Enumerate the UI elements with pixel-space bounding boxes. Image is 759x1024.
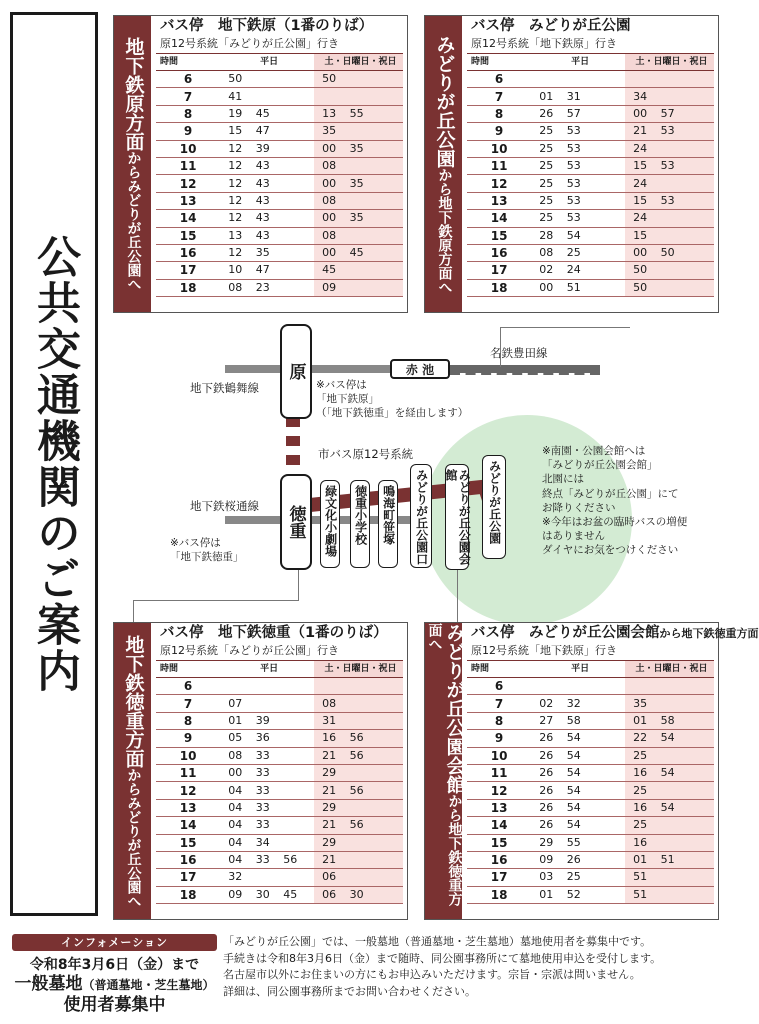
timetable-tokushige-to-park — [113, 622, 408, 920]
hour-cell: 18 — [467, 886, 531, 903]
connector — [457, 570, 458, 627]
weekday-cell: 26 54 — [531, 817, 625, 834]
table-row — [156, 695, 403, 712]
holiday-cell — [625, 678, 714, 695]
holiday-cell: 21 53 — [625, 123, 714, 140]
station-akaike: 赤 池 — [390, 359, 450, 379]
table-row — [467, 817, 714, 834]
header-holiday: 土・日曜日・祝日 — [314, 661, 403, 678]
hour-cell: 7 — [467, 88, 531, 105]
holiday-cell: 08 — [314, 157, 403, 174]
hour-cell: 11 — [156, 764, 220, 781]
weekday-cell: 26 57 — [531, 105, 625, 122]
weekday-cell: 05 36 — [220, 730, 314, 747]
weekday-cell: 12 43 — [220, 157, 314, 174]
hour-cell: 6 — [467, 71, 531, 88]
station-hara: 原 — [280, 324, 312, 419]
holiday-cell: 29 — [314, 799, 403, 816]
note-right: ※南園・公園会館へは 「みどりが丘公園会館」 北園には 終点「みどりが丘公園」にて お降りください ※今年はお盆の臨時バスの増便 はありません ダイヤにお気をつけください — [542, 445, 688, 557]
table-row — [467, 886, 714, 903]
hour-cell: 10 — [467, 747, 531, 764]
schedule-table — [156, 660, 403, 904]
hour-cell: 12 — [467, 782, 531, 799]
table-row — [467, 71, 714, 88]
weekday-cell: 25 53 — [531, 123, 625, 140]
hour-cell: 14 — [156, 210, 220, 227]
hour-cell: 17 — [467, 262, 531, 279]
weekday-cell: 25 53 — [531, 175, 625, 192]
timetable-park-to-hara — [424, 15, 719, 313]
table-row — [156, 140, 403, 157]
timetable-hall-to-tokushige — [424, 622, 759, 920]
holiday-cell: 21 — [314, 851, 403, 868]
weekday-cell: 01 52 — [531, 886, 625, 903]
holiday-cell: 29 — [314, 834, 403, 851]
weekday-cell: 50 — [220, 71, 314, 88]
hour-cell: 15 — [156, 834, 220, 851]
info-banner: インフォメーション — [12, 934, 217, 951]
hour-cell: 10 — [156, 140, 220, 157]
weekday-cell: 04 33 — [220, 799, 314, 816]
holiday-cell: 35 — [314, 123, 403, 140]
header-weekday: 平日 — [531, 661, 625, 678]
connector — [500, 327, 630, 328]
table-row — [467, 834, 714, 851]
stop-park-hall: みどりが丘公園会館 — [445, 464, 469, 570]
table-row — [467, 747, 714, 764]
holiday-cell: 50 — [625, 279, 714, 296]
holiday-cell: 06 30 — [314, 886, 403, 903]
header-hour: 時間 — [156, 54, 220, 71]
holiday-cell: 06 — [314, 869, 403, 886]
info-line: 手続きは令和8年3月6日（金）まで随時、同公園事務所にて墓地使用申込を受付します。 — [223, 951, 662, 965]
table-row — [467, 869, 714, 886]
hour-cell: 6 — [467, 678, 531, 695]
hour-cell: 15 — [467, 834, 531, 851]
table-row — [156, 851, 403, 868]
route-label: 原12号系統「地下鉄原」行き — [471, 644, 617, 657]
weekday-cell: 02 24 — [531, 262, 625, 279]
table-row — [156, 123, 403, 140]
hour-cell: 18 — [156, 279, 220, 296]
info-text — [223, 934, 721, 1000]
weekday-cell: 25 53 — [531, 157, 625, 174]
table-row — [156, 747, 403, 764]
hour-cell: 8 — [467, 712, 531, 729]
weekday-cell — [220, 678, 314, 695]
weekday-cell: 26 54 — [531, 799, 625, 816]
hour-cell: 16 — [467, 851, 531, 868]
weekday-cell: 12 43 — [220, 210, 314, 227]
holiday-cell: 00 50 — [625, 244, 714, 261]
hour-cell: 8 — [467, 105, 531, 122]
table-row — [156, 192, 403, 209]
weekday-cell: 12 43 — [220, 175, 314, 192]
hour-cell: 16 — [156, 851, 220, 868]
main-title-box — [10, 12, 98, 916]
stop-park-entrance: みどりが丘公園口 — [410, 464, 432, 568]
hour-cell: 17 — [156, 262, 220, 279]
table-row — [156, 88, 403, 105]
holiday-cell — [314, 88, 403, 105]
table-row — [156, 244, 403, 261]
table-row — [156, 227, 403, 244]
stop-midori-bunka: 緑文化小劇場 — [320, 480, 340, 568]
direction-label: みどりが丘公園会館から地下鉄徳重方面へ — [425, 623, 462, 919]
weekday-cell: 01 39 — [220, 712, 314, 729]
holiday-cell: 08 — [314, 192, 403, 209]
holiday-cell: 29 — [314, 764, 403, 781]
table-row — [467, 123, 714, 140]
weekday-cell — [531, 678, 625, 695]
info-heading: 一般墓地（普通墓地・芝生墓地） — [14, 974, 215, 994]
bus-route-label: 市バス原12号系統 — [318, 447, 414, 461]
holiday-cell: 34 — [625, 88, 714, 105]
holiday-cell: 21 56 — [314, 782, 403, 799]
weekday-cell: 41 — [220, 88, 314, 105]
hour-cell: 10 — [467, 140, 531, 157]
table-row — [467, 157, 714, 174]
holiday-cell: 00 45 — [314, 244, 403, 261]
connector — [133, 600, 299, 601]
info-box — [12, 934, 217, 1014]
holiday-cell: 45 — [314, 262, 403, 279]
weekday-cell: 04 33 — [220, 817, 314, 834]
holiday-cell: 01 58 — [625, 712, 714, 729]
direction-label: 地下鉄徳重方面からみどりが丘公園へ — [114, 623, 151, 919]
hour-cell: 6 — [156, 678, 220, 695]
hour-cell: 11 — [156, 157, 220, 174]
hour-cell: 16 — [156, 244, 220, 261]
route-map — [150, 312, 725, 627]
table-row — [467, 88, 714, 105]
weekday-cell: 26 54 — [531, 730, 625, 747]
header-holiday: 土・日曜日・祝日 — [625, 54, 714, 71]
table-row — [467, 244, 714, 261]
route-label: 原12号系統「みどりが丘公園」行き — [160, 37, 339, 50]
holiday-cell: 00 57 — [625, 105, 714, 122]
weekday-cell: 28 54 — [531, 227, 625, 244]
table-row — [156, 105, 403, 122]
weekday-cell: 10 47 — [220, 262, 314, 279]
table-row — [156, 262, 403, 279]
holiday-cell: 35 — [625, 695, 714, 712]
table-row — [467, 140, 714, 157]
header-hour: 時間 — [467, 54, 531, 71]
holiday-cell: 50 — [314, 71, 403, 88]
hour-cell: 13 — [467, 192, 531, 209]
weekday-cell: 04 34 — [220, 834, 314, 851]
table-row — [467, 712, 714, 729]
hour-cell: 13 — [156, 799, 220, 816]
weekday-cell: 13 43 — [220, 227, 314, 244]
tsurumai-line-label: 地下鉄鶴舞線 — [190, 381, 259, 395]
weekday-cell: 08 23 — [220, 279, 314, 296]
stop-tokushige-school: 徳重小学校 — [350, 480, 370, 568]
holiday-cell — [314, 678, 403, 695]
hour-cell: 12 — [156, 175, 220, 192]
weekday-cell: 09 30 45 — [220, 886, 314, 903]
weekday-cell: 00 51 — [531, 279, 625, 296]
table-row — [467, 227, 714, 244]
holiday-cell: 00 35 — [314, 140, 403, 157]
info-date: 令和8年3月6日（金）まで — [29, 957, 200, 973]
hour-cell: 18 — [467, 279, 531, 296]
weekday-cell: 03 25 — [531, 869, 625, 886]
holiday-cell: 09 — [314, 279, 403, 296]
hour-cell: 14 — [467, 817, 531, 834]
weekday-cell: 09 26 — [531, 851, 625, 868]
weekday-cell: 07 — [220, 695, 314, 712]
bus-route-segment — [286, 455, 300, 465]
stop-name: バス停 みどりが丘公園会館から地下鉄徳重方面 — [471, 625, 759, 641]
stop-name: バス停 地下鉄徳重（1番のりば） — [160, 625, 388, 641]
weekday-cell: 25 53 — [531, 140, 625, 157]
info-line: 詳細は、同公園事務所までお問い合わせください。 — [223, 984, 476, 998]
holiday-cell: 16 — [625, 834, 714, 851]
info-line: 名古屋市以外にお住まいの方にもお申込みいただけます。宗旨・宗派は問いません。 — [223, 968, 641, 981]
table-row — [156, 799, 403, 816]
table-row — [156, 869, 403, 886]
schedule-table — [467, 53, 714, 297]
stop-name: バス停 みどりが丘公園 — [471, 18, 631, 34]
weekday-cell: 25 53 — [531, 192, 625, 209]
hour-cell: 13 — [156, 192, 220, 209]
hour-cell: 6 — [156, 71, 220, 88]
direction-label: 地下鉄原方面からみどりが丘公園へ — [114, 16, 151, 312]
hour-cell: 13 — [467, 799, 531, 816]
weekday-cell: 02 32 — [531, 695, 625, 712]
holiday-cell: 08 — [314, 695, 403, 712]
header-hour: 時間 — [467, 661, 531, 678]
direction-label: みどりが丘公園から地下鉄原方面へ — [425, 16, 462, 312]
table-row — [156, 71, 403, 88]
hour-cell: 11 — [467, 157, 531, 174]
weekday-cell: 12 43 — [220, 192, 314, 209]
header-weekday: 平日 — [531, 54, 625, 71]
table-row — [156, 210, 403, 227]
hour-cell: 7 — [156, 695, 220, 712]
holiday-cell: 51 — [625, 869, 714, 886]
weekday-cell: 01 31 — [531, 88, 625, 105]
weekday-cell — [531, 71, 625, 88]
bus-route-segment — [286, 436, 300, 446]
weekday-cell: 12 35 — [220, 244, 314, 261]
stop-narumi-sasazuka: 鳴海町笹塚 — [378, 480, 398, 568]
weekday-cell: 08 33 — [220, 747, 314, 764]
table-row — [467, 192, 714, 209]
weekday-cell: 27 58 — [531, 712, 625, 729]
holiday-cell: 01 51 — [625, 851, 714, 868]
route-label: 原12号系統「地下鉄原」行き — [471, 37, 617, 50]
header-holiday: 土・日曜日・祝日 — [625, 661, 714, 678]
holiday-cell — [625, 71, 714, 88]
table-row — [156, 886, 403, 903]
weekday-cell: 04 33 56 — [220, 851, 314, 868]
schedule-table — [467, 660, 714, 904]
holiday-cell: 24 — [625, 175, 714, 192]
hour-cell: 7 — [156, 88, 220, 105]
hour-cell: 14 — [156, 817, 220, 834]
holiday-cell: 24 — [625, 210, 714, 227]
holiday-cell: 08 — [314, 227, 403, 244]
stop-park: みどりが丘公園 — [482, 455, 506, 559]
table-row — [467, 175, 714, 192]
hour-cell: 15 — [467, 227, 531, 244]
holiday-cell: 00 35 — [314, 175, 403, 192]
weekday-cell: 25 53 — [531, 210, 625, 227]
weekday-cell: 26 54 — [531, 764, 625, 781]
header-hour: 時間 — [156, 661, 220, 678]
holiday-cell: 25 — [625, 747, 714, 764]
weekday-cell: 12 39 — [220, 140, 314, 157]
holiday-cell: 31 — [314, 712, 403, 729]
info-heading-2: 使用者募集中 — [63, 995, 166, 1015]
connector — [298, 570, 299, 600]
table-row — [467, 730, 714, 747]
timetable-hara-to-park — [113, 15, 408, 313]
table-row — [156, 279, 403, 296]
weekday-cell: 29 55 — [531, 834, 625, 851]
header-weekday: 平日 — [220, 661, 314, 678]
holiday-cell: 16 54 — [625, 764, 714, 781]
table-row — [467, 279, 714, 296]
hour-cell: 18 — [156, 886, 220, 903]
table-row — [156, 764, 403, 781]
stop-name: バス停 地下鉄原（1番のりば） — [160, 18, 374, 34]
hour-cell: 9 — [467, 730, 531, 747]
station-tokushige: 徳重 — [280, 474, 312, 570]
table-row — [467, 764, 714, 781]
holiday-cell: 00 35 — [314, 210, 403, 227]
weekday-cell: 00 33 — [220, 764, 314, 781]
page-title: 公共交通機関のご案内 — [29, 234, 80, 694]
toyota-line-label: 名鉄豊田線 — [490, 346, 548, 360]
note-tokushige: ※バス停は 「地下鉄徳重」 — [170, 537, 244, 564]
hour-cell: 15 — [156, 227, 220, 244]
info-line: 「みどりが丘公園」では、一般墓地（普通墓地・芝生墓地）墓地使用者を募集中です。 — [223, 935, 652, 948]
table-row — [156, 175, 403, 192]
weekday-cell: 08 25 — [531, 244, 625, 261]
hour-cell: 17 — [467, 869, 531, 886]
hour-cell: 7 — [467, 695, 531, 712]
holiday-cell: 21 56 — [314, 817, 403, 834]
route-label: 原12号系統「みどりが丘公園」行き — [160, 644, 339, 657]
holiday-cell: 15 53 — [625, 192, 714, 209]
holiday-cell: 21 56 — [314, 747, 403, 764]
holiday-cell: 24 — [625, 140, 714, 157]
table-row — [467, 851, 714, 868]
note-hara: ※バス停は 「地下鉄原」 （「地下鉄徳重」を経由します） — [316, 379, 469, 420]
header-holiday: 土・日曜日・祝日 — [314, 54, 403, 71]
hour-cell: 14 — [467, 210, 531, 227]
hour-cell: 16 — [467, 244, 531, 261]
table-row — [156, 730, 403, 747]
holiday-cell: 22 54 — [625, 730, 714, 747]
table-row — [467, 262, 714, 279]
table-row — [467, 210, 714, 227]
holiday-cell: 50 — [625, 262, 714, 279]
hour-cell: 8 — [156, 105, 220, 122]
table-row — [156, 834, 403, 851]
table-row — [156, 782, 403, 799]
hour-cell: 8 — [156, 712, 220, 729]
table-row — [156, 157, 403, 174]
holiday-cell: 16 54 — [625, 799, 714, 816]
hour-cell: 9 — [156, 730, 220, 747]
weekday-cell: 26 54 — [531, 782, 625, 799]
holiday-cell: 25 — [625, 817, 714, 834]
schedule-table — [156, 53, 403, 297]
table-row — [467, 678, 714, 695]
table-row — [467, 799, 714, 816]
header-weekday: 平日 — [220, 54, 314, 71]
holiday-cell: 15 — [625, 227, 714, 244]
hour-cell: 9 — [156, 123, 220, 140]
hour-cell: 12 — [156, 782, 220, 799]
hour-cell: 11 — [467, 764, 531, 781]
hour-cell: 12 — [467, 175, 531, 192]
table-row — [467, 782, 714, 799]
weekday-cell: 32 — [220, 869, 314, 886]
table-row — [156, 712, 403, 729]
weekday-cell: 04 33 — [220, 782, 314, 799]
table-row — [467, 695, 714, 712]
weekday-cell: 15 47 — [220, 123, 314, 140]
holiday-cell: 25 — [625, 782, 714, 799]
table-row — [156, 678, 403, 695]
holiday-cell: 15 53 — [625, 157, 714, 174]
table-row — [156, 817, 403, 834]
hour-cell: 9 — [467, 123, 531, 140]
weekday-cell: 26 54 — [531, 747, 625, 764]
sakuradori-line-label: 地下鉄桜通線 — [190, 499, 259, 513]
toyota-line-rail — [450, 370, 600, 375]
hour-cell: 10 — [156, 747, 220, 764]
holiday-cell: 51 — [625, 886, 714, 903]
table-row — [467, 105, 714, 122]
holiday-cell: 13 55 — [314, 105, 403, 122]
hour-cell: 17 — [156, 869, 220, 886]
holiday-cell: 16 56 — [314, 730, 403, 747]
weekday-cell: 19 45 — [220, 105, 314, 122]
